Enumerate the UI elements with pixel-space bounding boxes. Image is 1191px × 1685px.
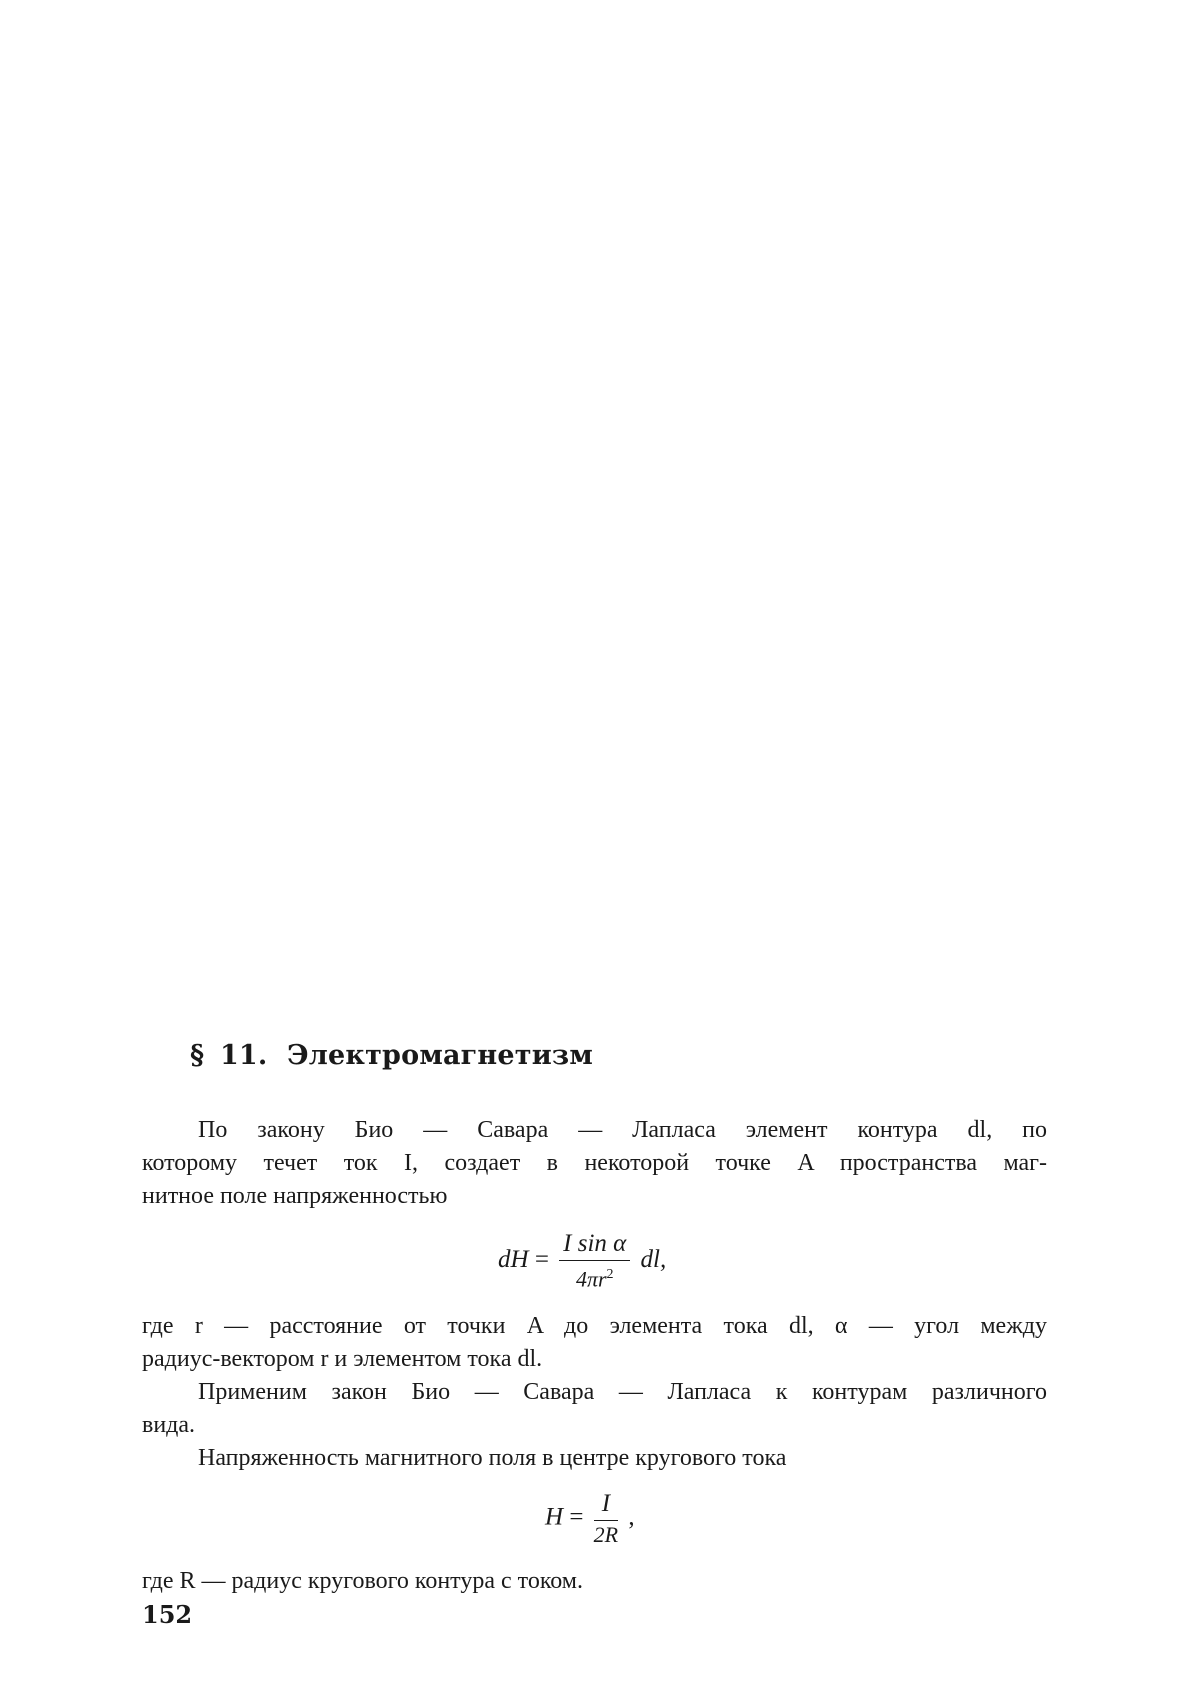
text-line: Напряженность магнитного поля в центре кругового тока [198, 1445, 787, 1471]
formula-fraction [594, 1490, 618, 1548]
text-line: По закону Био — Савара — Лапласа элемент контура dl, по [198, 1117, 1047, 1143]
page-number: 152 [142, 1600, 193, 1629]
formula-lhs: H [545, 1503, 564, 1531]
section-title: Электромагнетизм [287, 1040, 594, 1071]
formula-rhs: dl, [640, 1245, 667, 1273]
text-line: где R — радиус кругового контура с током. [142, 1568, 583, 1594]
text-line: вида. [142, 1412, 196, 1438]
formula-equals: = [534, 1245, 549, 1273]
text-line: радиус-вектором r и элементом тока dl. [142, 1346, 543, 1372]
section-symbol: § [190, 1040, 205, 1071]
formula-dH [498, 1230, 666, 1292]
fraction-denominator: 2R [593, 1522, 619, 1547]
formula-H-center [545, 1490, 635, 1548]
text-line: Применим закон Био — Савара — Лапласа к контурам различного [198, 1379, 1047, 1405]
fraction-numerator: I sin α [559, 1230, 630, 1261]
paragraph-definitions [142, 1310, 1047, 1376]
formula-lhs: dH [498, 1245, 529, 1273]
fraction-numerator: I [594, 1490, 618, 1521]
section-number: 11. [219, 1040, 268, 1071]
paragraph-radius [142, 1565, 1047, 1598]
fraction-denominator: $4\pi r^2$ [575, 1266, 614, 1292]
paragraph-biot-savart-law [142, 1114, 1047, 1213]
text-line: нитное поле напряженностью [142, 1183, 448, 1209]
section-heading [190, 1040, 593, 1071]
paragraph-circular-current [142, 1442, 1047, 1475]
formula-fraction [559, 1230, 630, 1292]
text-line: которому течет ток I, создает в некоторой точке A пространства маг- [142, 1150, 1047, 1176]
paragraph-apply-law [142, 1376, 1047, 1442]
text-line: где r — расстояние от точки A до элемента тока dl, α — угол между [142, 1313, 1047, 1339]
formula-equals: = [569, 1503, 584, 1531]
formula-trail: , [628, 1503, 635, 1531]
